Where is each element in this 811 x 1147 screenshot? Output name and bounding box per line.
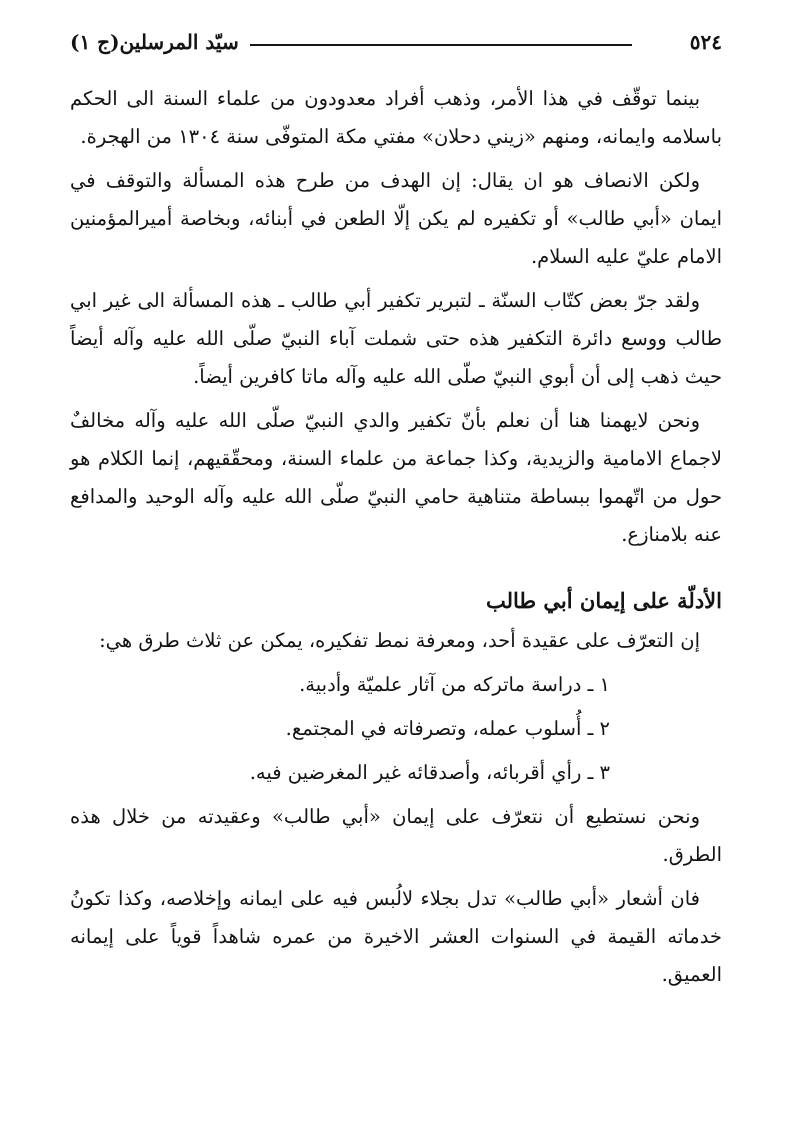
list-item: ٢ ـ أُسلوب عمله، وتصرفاته في المجتمع. [285, 717, 610, 740]
paragraph-2: ولكن الانصاف هو ان يقال: إن الهدف من طرح هذه المسألة والتوقف في ايمان «أبي طالب» أو تكفيره لم يكن إلّا الطعن في أبنائه، وبخاصة أميرالمؤمنين الامام عليّ عليه السلام. [70, 169, 722, 268]
page-number: ٥٢٤ [689, 30, 722, 54]
paragraph-4: ونحن لايهمنا هنا أن نعلم بأنّ تكفير والدي النبيّ صلّى الله عليه وآله مخالفٌ لاجماع الامامية والزيدية، وكذا جماعة من علماء السنة، ومحقّقيهم، إنما الكلام هو حول من اتّهموا ببساطة متناهية حامي النبيّ صلّى الله عليه وآله الوحيد والمدافع عنه بلامنازع. [70, 409, 722, 546]
paragraph-7: فان أشعار «أبي طالب» تدل بجلاء لالُبس فيه على ايمانه وإخلاصه، وكذا تكونُ خدماته القيمة في السنوات العشر الاخيرة من عمره شاهداً قوياً على إيمانه العميق. [70, 887, 722, 986]
paragraph-6: ونحن نستطيع أن نتعرّف على إيمان «أبي طالب» وعقيدته من خلال هذه الطرق. [70, 805, 722, 866]
list-item: ١ ـ دراسة ماتركه من آثار علميّة وأدبية. [299, 673, 610, 696]
paragraph-5: إن التعرّف على عقيدة أحد، ومعرفة نمط تفكيره، يمكن عن ثلاث طرق هي: [99, 629, 700, 652]
paragraph-1: بينما توقّف في هذا الأمر، وذهب أفراد معدودون من علماء السنة الى الحكم باسلامه وايمانه، ومنهم «زيني دحلان» مفتي مكة المتوفّى سنة ١٣٠٤ من الهجرة. [70, 87, 722, 148]
list-item: ٣ ـ رأي أقربائه، وأصدقائه غير المغرضين فيه. [249, 761, 610, 784]
section-gap [70, 560, 722, 582]
header-rule [250, 44, 632, 46]
page-header [70, 28, 722, 68]
running-title: سيّد المرسلين(ج ١) [70, 30, 239, 54]
paragraph-3: ولقد جرّ بعض كتّاب السنّة ـ لتبرير تكفير أبي طالب ـ هذه المسألة الى غير ابي طالب ووسع دائرة التكفير هذه حتى شملت آباء النبيّ صلّى الله عليه وآله أيضاً حيث ذهب إلى أن أبوي النبيّ صلّى الله عليه وآله ماتا كافرين أيضاً. [70, 289, 722, 388]
page-body [70, 80, 722, 1000]
section-heading: الأدلّة على إيمان أبي طالب [485, 588, 722, 613]
